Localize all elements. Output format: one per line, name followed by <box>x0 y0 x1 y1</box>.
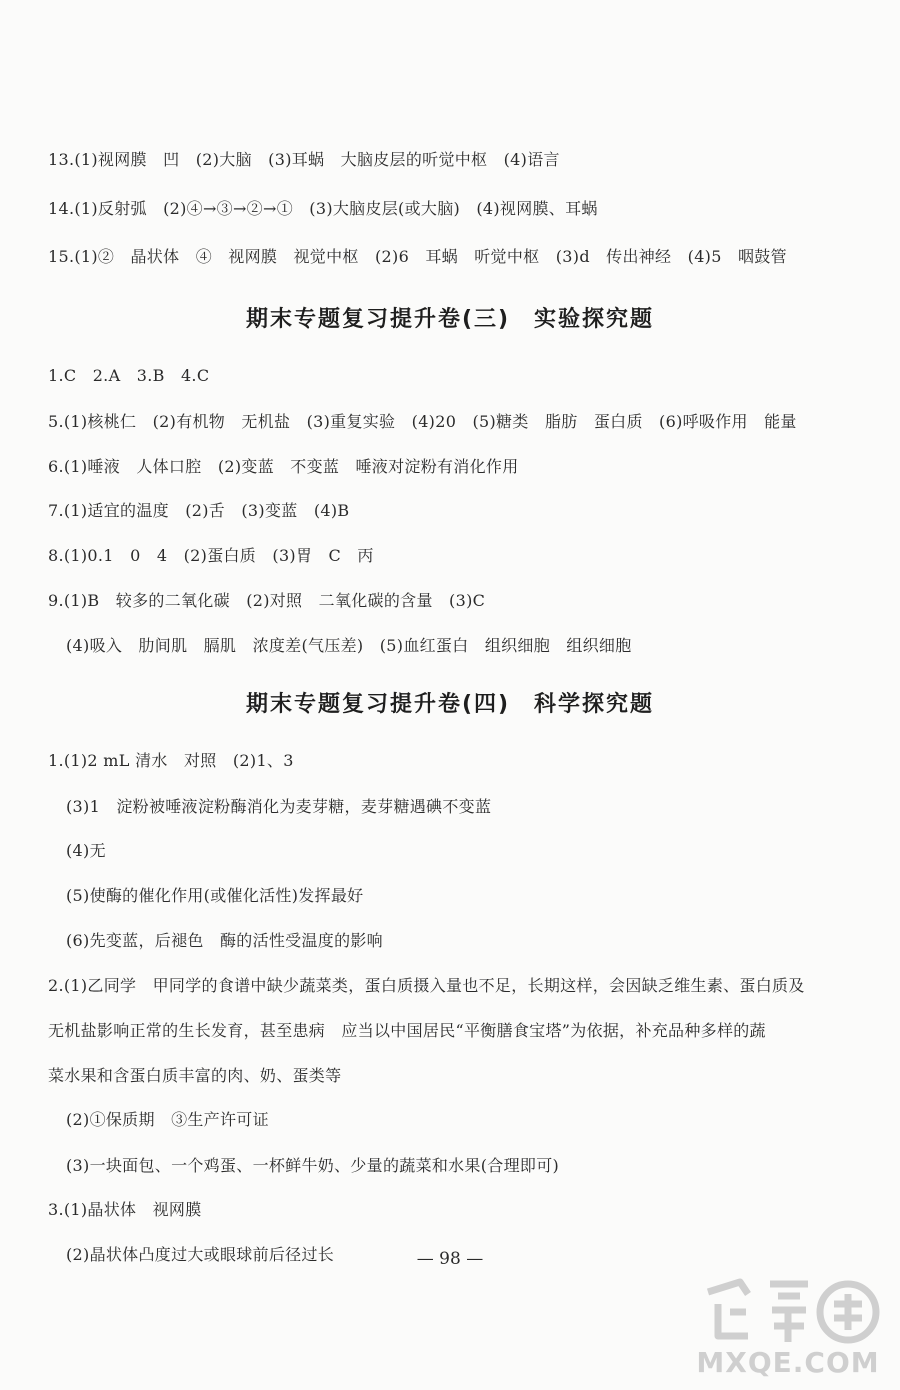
answer-line: 8.(1)0.1 0 4 (2)蛋白质 (3)胃 C 丙 <box>48 546 374 565</box>
answer-line: 9.(1)B 较多的二氧化碳 (2)对照 二氧化碳的含量 (3)C <box>48 591 486 610</box>
answer-line-14: 14.(1)反射弧 (2)④→③→②→① (3)大脑皮层(或大脑) (4)视网膜、耳蜗 <box>48 199 598 218</box>
answer-line: 6.(1)唾液 人体口腔 (2)变蓝 不变蓝 唾液对淀粉有消化作用 <box>48 457 519 476</box>
answer-line-15: 15.(1)② 晶状体 ④ 视网膜 视觉中枢 (2)6 耳蜗 听觉中枢 (3)d 传出神经 (4)5 咽鼓管 <box>48 247 787 266</box>
answer-line: (4)无 <box>66 841 106 860</box>
answer-line: (2)①保质期 ③生产许可证 <box>66 1110 269 1129</box>
section-heading-4: 期末专题复习提升卷(四) 科学探究题 <box>245 692 655 717</box>
answer-line: 7.(1)适宜的温度 (2)舌 (3)变蓝 (4)B <box>48 501 350 520</box>
answer-line: (5)使酶的催化作用(或催化活性)发挥最好 <box>66 886 364 905</box>
answer-line: 无机盐影响正常的生长发育，甚至患病 应当以中国居民“平衡膳食宝塔”为依据，补充品种多样的蔬 <box>48 1021 766 1040</box>
answer-line: 2.(1)乙同学 甲同学的食谱中缺少蔬菜类，蛋白质摄入量也不足，长期这样，会因缺乏维生素、蛋白质及 <box>48 976 805 995</box>
answer-line: 1.(1)2 mL 清水 对照 (2)1、3 <box>48 751 294 770</box>
answer-line: 菜水果和含蛋白质丰富的肉、奶、蛋类等 <box>48 1066 342 1085</box>
answer-line: (3)一块面包、一个鸡蛋、一杯鲜牛奶、少量的蔬菜和水果(合理即可) <box>66 1156 560 1175</box>
answer-line-13: 13.(1)视网膜 凹 (2)大脑 (3)耳蜗 大脑皮层的听觉中枢 (4)语言 <box>48 150 560 169</box>
section-heading-3: 期末专题复习提升卷(三) 实验探究题 <box>245 307 655 332</box>
answer-line: (3)1 淀粉被唾液淀粉酶消化为麦芽糖，麦芽糖遇碘不变蓝 <box>66 797 492 816</box>
answer-line: (4)吸入 肋间肌 膈肌 浓度差(气压差) (5)血红蛋白 组织细胞 组织细胞 <box>66 636 632 655</box>
watermark-logo <box>688 1264 888 1382</box>
answer-line: (2)晶状体凸度过大或眼球前后径过长 <box>66 1245 335 1264</box>
answer-line: 5.(1)核桃仁 (2)有机物 无机盐 (3)重复实验 (4)20 (5)糖类 脂肪 蛋白质 (6)呼吸作用 能量 <box>48 412 797 431</box>
answer-line: 1.C 2.A 3.B 4.C <box>48 366 210 385</box>
answer-line: 3.(1)晶状体 视网膜 <box>48 1200 202 1219</box>
answer-line: (6)先变蓝，后褪色 酶的活性受温度的影响 <box>66 931 383 950</box>
page-number: — 98 — <box>416 1249 484 1269</box>
watermark-text: MXQE.COM <box>696 1346 880 1379</box>
